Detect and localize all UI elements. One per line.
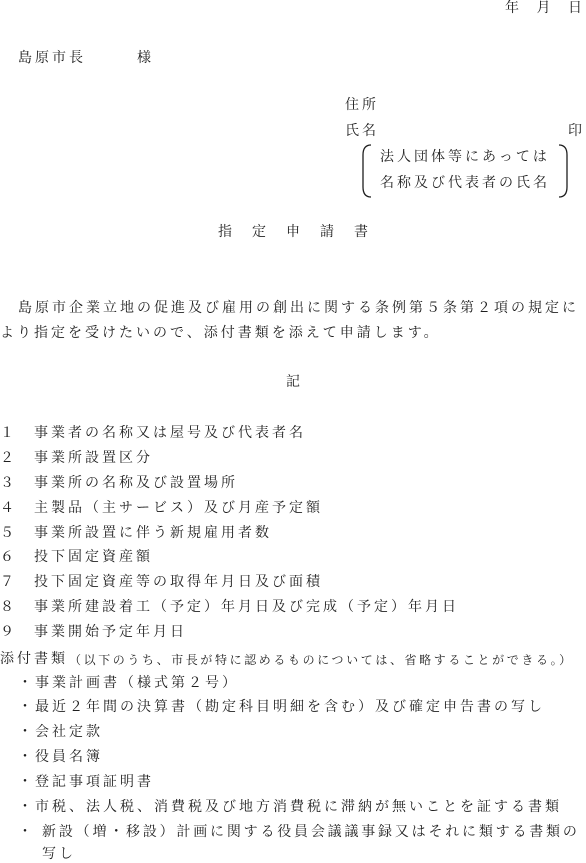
item-text: 主製品（主サービス）及び月産予定額	[34, 500, 323, 516]
item-number: ６	[0, 549, 17, 565]
attachment-item: ・事業計画書（様式第２号）	[18, 675, 239, 691]
list-item	[0, 599, 586, 615]
item-number: ４	[0, 500, 17, 516]
item-number: １	[0, 425, 17, 441]
attachments-note: （以下のうち、市長が特に認めるものについては、省略することができる。）	[69, 653, 574, 667]
left-bracket	[363, 145, 371, 197]
item-text: 事業所設置区分	[34, 450, 153, 466]
attachments-heading: 添付書類	[0, 651, 68, 667]
list-item	[0, 475, 586, 491]
attachment-item: ・最近２年間の決算書（勘定科目明細を含む）及び確定申告書の写し	[18, 699, 545, 715]
attachment-item: ・ 新設（増・移設）計画に関する役員会議議事録又はそれに類する書類の	[18, 824, 580, 840]
body-line-1: 島原市企業立地の促進及び雇用の創出に関する条例第５条第２項の規定に	[18, 300, 579, 316]
seal-mark: 印	[568, 123, 582, 139]
attachment-item: ・登記事項証明書	[18, 774, 154, 790]
right-bracket	[559, 145, 567, 197]
corporate-note-line-2: 名称及び代表者の氏名	[380, 175, 550, 191]
item-text: 投下固定資産等の取得年月日及び面積	[34, 574, 323, 590]
name-label: 氏名	[345, 123, 379, 139]
item-number: ７	[0, 574, 17, 590]
item-text: 事業所の名称及び設置場所	[34, 475, 238, 491]
item-number: ２	[0, 450, 17, 466]
item-number: ８	[0, 599, 17, 615]
item-text: 事業所設置に伴う新規雇用者数	[34, 525, 272, 541]
corporate-note-line-1: 法人団体等にあっては	[380, 149, 550, 165]
list-item	[0, 500, 586, 516]
ki-heading: 記	[286, 374, 300, 390]
body-line-2: より指定を受けたいので、添付書類を添えて申請します。	[0, 325, 441, 341]
item-text: 事業者の名称又は屋号及び代表者名	[34, 425, 306, 441]
item-text: 投下固定資産額	[34, 549, 153, 565]
date-line: 年 月 日	[505, 0, 584, 16]
item-text: 事業開始予定年月日	[34, 624, 187, 640]
attachment-item: ・役員名簿	[18, 749, 103, 765]
list-item	[0, 425, 586, 441]
item-text: 事業所建設着工（予定）年月日及び完成（予定）年月日	[34, 599, 459, 615]
list-item	[0, 549, 586, 565]
document-title: 指 定 申 請 書	[218, 224, 371, 240]
list-item	[0, 450, 586, 466]
list-item	[0, 624, 586, 640]
item-number: ５	[0, 525, 17, 541]
attachment-item: ・会社定款	[18, 724, 103, 740]
addressee: 島原市長 様	[18, 50, 154, 66]
list-item	[0, 525, 586, 541]
attachment-item-continuation: 写し	[42, 846, 76, 862]
attachment-item: ・市税、法人税、消費税及び地方消費税に滞納が無いことを証する書類	[18, 799, 562, 815]
item-number: ９	[0, 624, 17, 640]
address-label: 住所	[345, 97, 379, 113]
list-item	[0, 574, 586, 590]
item-number: ３	[0, 475, 17, 491]
